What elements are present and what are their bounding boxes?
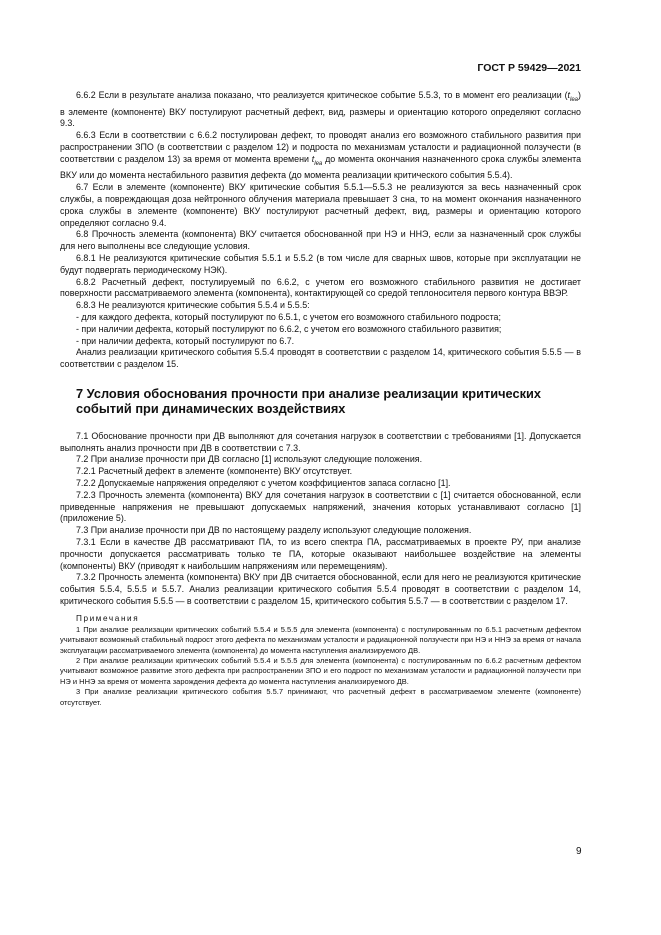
paragraph-7-2-1: 7.2.1 Расчетный дефект в элементе (компоненте) ВКУ отсутствует.	[76, 466, 353, 477]
t-lea-symbol: $t_{lea}$	[567, 90, 579, 103]
paragraph-7-1: 7.1 Обоснование прочности при ДВ выполняют для сочетания нагрузок в соответствии с требованиями [1]. Допускается выполнять анализ прочности при ДВ в соответствии с 7.3.	[60, 430, 581, 453]
note-1: 1 При анализе реализации критических событий 5.5.4 и 5.5.5 для элемента (компонента) с постулированным по 6.5.1 расчетным дефектом учитывают возможный стабильный подрост этого дефекта по механизмам усталости и радиационной ползучести при НЭ и ННЭ за время от начала эксплуатации рассматриваемого элемента (компонента) до момента наступления анализируемого ДВ.	[60, 624, 581, 655]
list-item: - при наличии дефекта, который постулируют по 6.7.	[76, 335, 295, 346]
list-item: - при наличии дефекта, который постулируют по 6.6.2, с учетом его возможного стабильного развития;	[76, 323, 502, 334]
paragraph-6-8-2: 6.8.2 Расчетный дефект, постулируемый по 6.6.2, с учетом его возможного стабильного развития не достигает поверхности рассматриваемого элемента (компонента), контактирующей со средой теплоносителя первого контура ВВЭР.	[60, 276, 581, 299]
t-lea-symbol: $t_{lea}$	[311, 153, 323, 167]
paragraph-analysis: Анализ реализации критического события 5.5.4 проводят в соответствии с разделом 14, критического события 5.5.5 — в соответствии с разделом 15.	[60, 347, 581, 370]
paragraph-7-3-1: 7.3.1 Если в качестве ДВ рассматривают ПА, то из всего спектра ПА, рассматриваемых в проекте РУ, при анализе прочности допускается рассматривать только те ПА, которые оказывают наибольшее воздействие на элементы (компоненты) ВКУ (приводят к наибольшим напряжениям или перемещениям).	[60, 537, 581, 571]
notes-heading: Примечания	[76, 613, 140, 623]
page-number: 9	[576, 846, 582, 857]
paragraph-6-8: 6.8 Прочность элемента (компонента) ВКУ считается обоснованной при НЭ и ННЭ, если за назначенный срок службы для него выполнены все следующие условия.	[60, 229, 581, 252]
paragraph-7-3-2: 7.3.2 Прочность элемента (компонента) ВКУ при ДВ считается обоснованной, если для него не реализуются критические события 5.5.4, 5.5.5 и 5.5.7. Анализ реализации критического события 5.5.4 проводят в соответствии с разделом 14, критического события 5.5.5 — в соответствии с разделом 15, критического события 5.5.7 — в соответствии с разделом 17.	[60, 572, 581, 607]
section-7-title: 7 Условия обоснования прочности при анализе реализации критических событий при динамических воздействиях	[76, 385, 542, 417]
paragraph-6-6-3: 6.6.3 Если в соответствии с 6.6.2 постулирован дефект, то проводят анализ его возможного стабильного развития при распространении ЗПО (в соответствии с разделом 12) и подроста по механизмам усталости и радиационной ползучести (в соответствии с разделом 13) за время от момента времени $t_{lea}$ до момента окончания назначенного срока службы элемента ВКУ или до момента нестабильного развития дефекта (до момента реализации критического события 5.5.4).	[60, 130, 581, 181]
document-standard-number: ГОСТ Р 59429—2021	[477, 62, 581, 74]
paragraph-6-7: 6.7 Если в элементе (компоненте) ВКУ критические события 5.5.1—5.5.3 не реализуются за весь назначенный срок службы, а повреждающая доза нейтронного облучения материала превышает 3 сна, то на момент окончания назначенного срока службы в элементе (компоненте) ВКУ постулируют расчетный дефект, вид, размеры и ориентацию которого определяют согласно 9.4.	[60, 182, 581, 228]
paragraph-7-2-3: 7.2.3 Прочность элемента (компонента) ВКУ для сочетания нагрузок в соответствии с [1] считается обоснованной, если приведенные напряжения не превышают допускаемых напряжений, значения которых устанавливают согласно [1] (приложение 5).	[60, 489, 581, 524]
paragraph-6-6-2: 6.6.2 Если в результате анализа показано, что реализуется критическое событие 5.5.3, то в момент его реализации $(t_{lea})$ в элементе (компоненте) ВКУ постулируют расчетный дефект, вид, размеры и ориентацию которого определяют согласно 9.3.	[60, 90, 581, 129]
paragraph-6-8-1: 6.8.1 Не реализуются критические события 5.5.1 и 5.5.2 (в том числе для сварных швов, которые при эксплуатации не будут подвергать периодическому НЭК).	[60, 252, 581, 275]
list-item: - для каждого дефекта, который постулируют по 6.5.1, с учетом его возможного стабильного подроста;	[76, 311, 501, 322]
note-3: 3 При анализе реализации критического события 5.5.7 принимают, что расчетный дефект в рассматриваемом элементе (компоненте) отсутствует.	[60, 687, 581, 707]
note-2: 2 При анализе реализации критических событий 5.5.4 и 5.5.5 для элемента (компонента) с постулированным по 6.6.2 расчетным дефектом учитывают возможное развитие этого дефекта при распространении ЗПО и его подрост по механизмам усталости и радиационной ползучести при НЭ и ННЭ за время от момента зарождения дефекта до момента наступления анализируемого ДВ.	[60, 656, 581, 686]
paragraph-7-2: 7.2 При анализе прочности при ДВ согласно [1] используют следующие положения.	[76, 454, 423, 465]
paragraph-7-2-2: 7.2.2 Допускаемые напряжения определяют с учетом коэффициентов запаса согласно [1].	[76, 478, 451, 489]
paragraph-7-3: 7.3 При анализе прочности при ДВ по настоящему разделу используют следующие положения.	[76, 525, 472, 536]
paragraph-6-8-3: 6.8.3 Не реализуются критические события 5.5.4 и 5.5.5:	[76, 300, 310, 311]
page-body	[60, 90, 581, 708]
